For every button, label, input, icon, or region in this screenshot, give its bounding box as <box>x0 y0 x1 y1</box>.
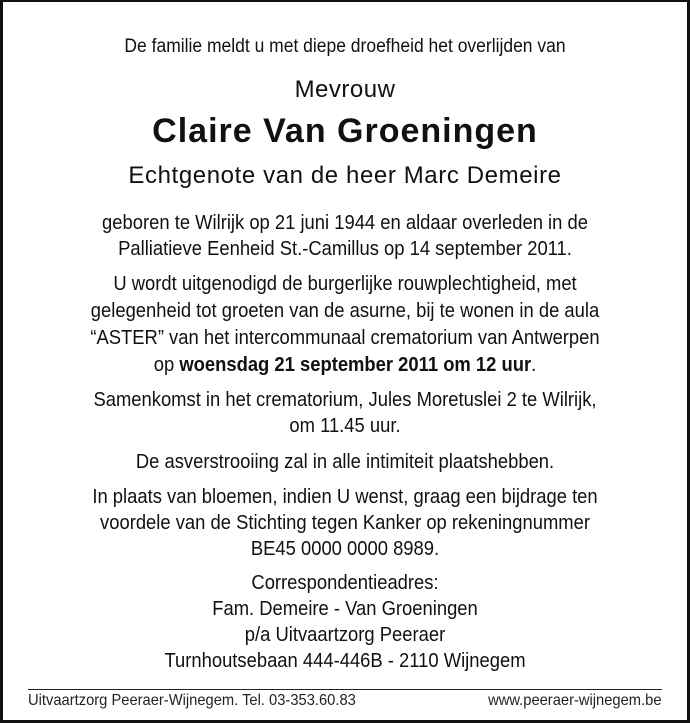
funeral-home-website[interactable]: www.peeraer-wijnegem.be <box>488 692 662 709</box>
gathering-line-1: Samenkomst in het crematorium, Jules Moretuslei 2 te Wilrijk, <box>93 389 597 411</box>
birth-death-line-2: Palliatieve Eenheid St.-Camillus op 14 september 2011. <box>118 238 572 260</box>
spouse-line: Echtgenote van de heer Marc Demeire <box>128 162 562 189</box>
ceremony-line-1: U wordt uitgenodigd de burgerlijke rouwplechtigheid, met <box>113 273 577 295</box>
donation-line-1: In plaats van bloemen, indien U wenst, graag een bijdrage ten <box>92 486 598 508</box>
correspondence-address: Turnhoutsebaan 444-446B - 2110 Wijnegem <box>164 650 526 672</box>
correspondence-care-of: p/a Uitvaartzorg Peeraer <box>244 624 446 646</box>
scattering-line: De asverstrooiing zal in alle intimiteit plaatshebben. <box>135 451 555 473</box>
donation-line-2: voordele van de Stichting tegen Kanker op rekeningnummer <box>100 512 590 534</box>
donation-account-number: BE45 0000 0000 8989. <box>250 538 440 560</box>
gathering-line-2: om 11.45 uur. <box>289 415 401 437</box>
ceremony-date-line <box>30 354 659 377</box>
correspondence-heading: Correspondentieadres: <box>251 572 439 594</box>
birth-death-line-1: geboren te Wilrijk op 21 juni 1944 en aldaar overleden in de <box>102 212 588 234</box>
deceased-name: Claire Van Groeningen <box>152 112 538 150</box>
funeral-home-contact: Uitvaartzorg Peeraer-Wijnegem. Tel. 03-353.60.83 <box>28 692 356 709</box>
ceremony-date: woensdag 21 september 2011 om 12 uur <box>179 354 532 376</box>
footer <box>28 692 662 710</box>
intro-text: De familie meldt u met diepe droefheid het overlijden van <box>124 36 566 57</box>
ceremony-line-3: “ASTER” van het intercommunaal crematorium van Antwerpen <box>90 327 600 349</box>
title-prefix: Mevrouw <box>294 76 396 103</box>
ceremony-line-2: gelegenheid tot groeten van de asurne, bij te wonen in de aula <box>90 300 600 322</box>
correspondence-name: Fam. Demeire - Van Groeningen <box>212 598 478 620</box>
footer-divider <box>28 689 662 690</box>
ceremony-date-prefix: op <box>153 354 180 376</box>
ceremony-date-suffix: . <box>531 354 537 376</box>
